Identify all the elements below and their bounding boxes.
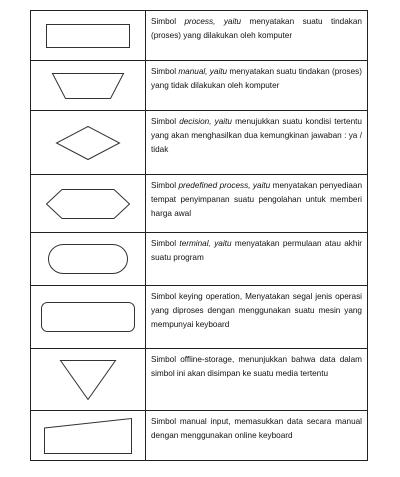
symbol-cell (31, 11, 146, 60)
symbol-cell (31, 175, 146, 232)
symbol-cell (31, 111, 146, 174)
description-text: Simbol offline-storage, menunjukkan bahwa data dalam simbol ini akan disimpan ke suatu media tertentu (151, 355, 362, 378)
description-term: predefined process, yaitu (178, 181, 271, 190)
keying-rounded-rectangle-icon (41, 302, 135, 332)
table-row-process (31, 11, 367, 61)
table-row-manual-input (31, 411, 367, 460)
terminal-rounded-icon (48, 244, 128, 274)
description-term: process, yaitu (184, 17, 242, 26)
flowchart-symbol-table (30, 10, 368, 461)
symbol-cell (31, 411, 146, 460)
description-text: menyatakan suatu tindakan (proses) yang dilakukan oleh komputer (151, 17, 362, 40)
description-term: decision, yaitu (179, 117, 232, 126)
table-row-keying-operation (31, 286, 367, 349)
description-term: terminal, yaitu (179, 239, 232, 248)
symbol-cell (31, 61, 146, 110)
description-cell (146, 175, 367, 232)
table-row-terminal (31, 233, 367, 286)
description-text: menyatakan suatu tindakan (proses) yang tidak dilakukan oleh komputer (151, 67, 363, 90)
manual-input-quadrilateral-icon (44, 418, 132, 454)
description-cell (146, 233, 367, 285)
description-text: menyatakan penyediaan tempat penyimpanan suatu pengolahan untuk memberi harga awal (151, 181, 362, 218)
description-prefix: Simbol (151, 17, 185, 26)
description-cell (146, 61, 367, 110)
process-rectangle-icon (46, 24, 130, 48)
description-prefix: Simbol (151, 67, 179, 76)
symbol-cell (31, 286, 146, 348)
table-row-decision (31, 111, 367, 175)
description-text: menujukkan suatu kondisi tertentu yang akan menghasilkan dua kemungkinan jawaban : ya / tidak (151, 117, 362, 154)
manual-trapezoid-icon (52, 73, 124, 99)
table-row-manual (31, 61, 367, 111)
description-cell (146, 411, 367, 460)
table-row-predefined-process (31, 175, 367, 233)
description-prefix: Simbol (151, 181, 179, 190)
description-text: menyatakan permulaan atau akhir suatu program (151, 239, 362, 262)
description-cell (146, 349, 367, 410)
description-cell (146, 286, 367, 348)
predefined-hexagon-icon (46, 189, 130, 219)
description-text: Simbol manual input, memasukkan data secara manual dengan menggunakan online keyboard (151, 417, 362, 440)
description-cell (146, 111, 367, 174)
description-text: Simbol keying operation, Menyatakan segal jenis operasi yang diproses dengan menggunakan suatu mesin yang mempunyai keyboard (151, 292, 362, 329)
description-cell (146, 11, 367, 60)
decision-diamond-icon (56, 126, 120, 160)
symbol-cell (31, 233, 146, 285)
offline-storage-triangle-icon (60, 360, 116, 400)
description-prefix: Simbol (151, 117, 180, 126)
symbol-cell (31, 349, 146, 410)
description-prefix: Simbol (151, 239, 180, 248)
table-row-offline-storage (31, 349, 367, 411)
description-term: manual, yaitu (178, 67, 228, 76)
